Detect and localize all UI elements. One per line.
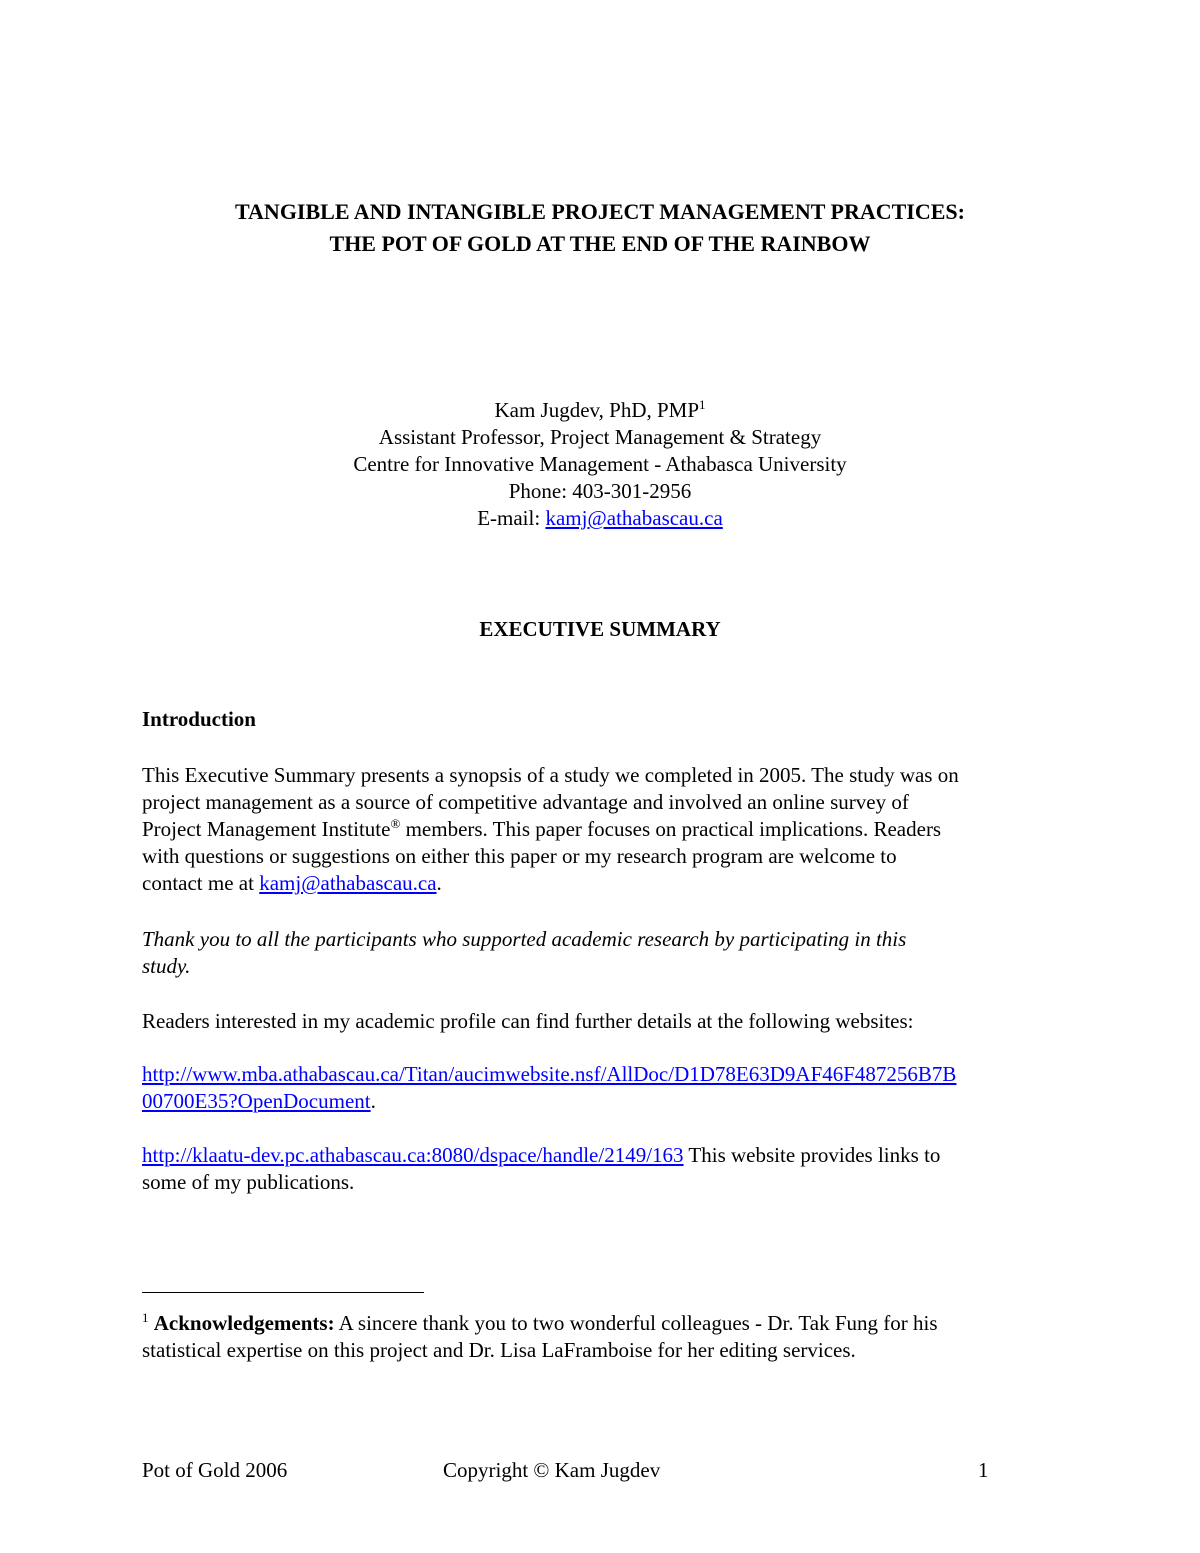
author-name-line	[0, 397, 1200, 424]
intro-paragraph	[142, 762, 1062, 897]
publications-url-paragraph	[142, 1142, 1062, 1196]
page-number: 1	[978, 1458, 989, 1482]
paragraph-line	[142, 816, 1062, 843]
profile-url-link-continued[interactable]: 00700E35?OpenDocument	[142, 1089, 371, 1113]
subsection-heading: Introduction	[142, 707, 256, 731]
paragraph-line	[142, 1061, 1062, 1088]
paragraph-line	[142, 1310, 1062, 1337]
paragraph-line: with questions or suggestions on either this paper or my research program are welcome to	[142, 844, 897, 868]
paragraph-line: statistical expertise on this project and Dr. Lisa LaFramboise for her editing services.	[142, 1338, 856, 1362]
footnote	[142, 1310, 1062, 1364]
footer-copyright: Copyright © Kam Jugdev	[443, 1458, 661, 1482]
text-span: .	[370, 1089, 376, 1113]
contact-email-link[interactable]: kamj@athabascau.ca	[259, 871, 437, 895]
paragraph-line: project management as a source of competitive advantage and involved an online survey of	[142, 790, 909, 814]
footer-left: Pot of Gold 2006	[142, 1458, 288, 1482]
text-span: contact me at	[142, 871, 260, 895]
author-name: Kam Jugdev, PhD, PMP	[494, 398, 700, 422]
document-title-line-1: TANGIBLE AND INTANGIBLE PROJECT MANAGEMENT PRACTICES:	[235, 199, 965, 224]
paragraph-line: This Executive Summary presents a synopsis of a study we completed in 2005. The study was on	[142, 763, 959, 787]
section-heading: EXECUTIVE SUMMARY	[479, 617, 721, 641]
footnote-label: Acknowledgements:	[153, 1311, 335, 1335]
text-span: members. This paper focuses on practical implications. Readers	[400, 817, 942, 841]
text-span: .	[436, 871, 442, 895]
footnote-number: 1	[142, 1310, 149, 1325]
thanks-paragraph	[142, 926, 1062, 980]
paragraph-line: some of my publications.	[142, 1170, 355, 1194]
footnote-divider	[142, 1292, 424, 1293]
profile-url-paragraph	[142, 1061, 1062, 1115]
paragraph-line: Thank you to all the participants who supported academic research by participating in this	[142, 927, 907, 951]
registered-mark: ®	[390, 816, 401, 831]
author-affiliation: Centre for Innovative Management - Athabasca University	[353, 452, 847, 476]
paragraph-line	[142, 1088, 1062, 1115]
publications-url-link[interactable]: http://klaatu-dev.pc.athabascau.ca:8080/dspace/handle/2149/163	[142, 1143, 684, 1167]
paragraph-line	[142, 870, 1062, 897]
text-span: Project Management Institute	[142, 817, 391, 841]
author-footnote-ref[interactable]: 1	[699, 397, 706, 412]
text-span: A sincere thank you to two wonderful colleagues - Dr. Tak Fung for his	[334, 1311, 938, 1335]
author-position: Assistant Professor, Project Management & Strategy	[378, 425, 822, 449]
email-label: E-mail:	[477, 506, 546, 530]
author-phone: Phone: 403-301-2956	[508, 479, 692, 503]
profile-url-link[interactable]: http://www.mba.athabascau.ca/Titan/aucimwebsite.nsf/AllDoc/D1D78E63D9AF46F487256B7B	[142, 1062, 957, 1086]
readers-paragraph: Readers interested in my academic profile can find further details at the following websites:	[142, 1009, 914, 1033]
document-title-line-2: THE POT OF GOLD AT THE END OF THE RAINBOW	[329, 231, 871, 256]
author-email-link[interactable]: kamj@athabascau.ca	[545, 506, 723, 530]
paragraph-line	[142, 1142, 1062, 1169]
paragraph-line: study.	[142, 954, 191, 978]
author-email-line	[0, 505, 1200, 532]
text-span: This website provides links to	[683, 1143, 941, 1167]
